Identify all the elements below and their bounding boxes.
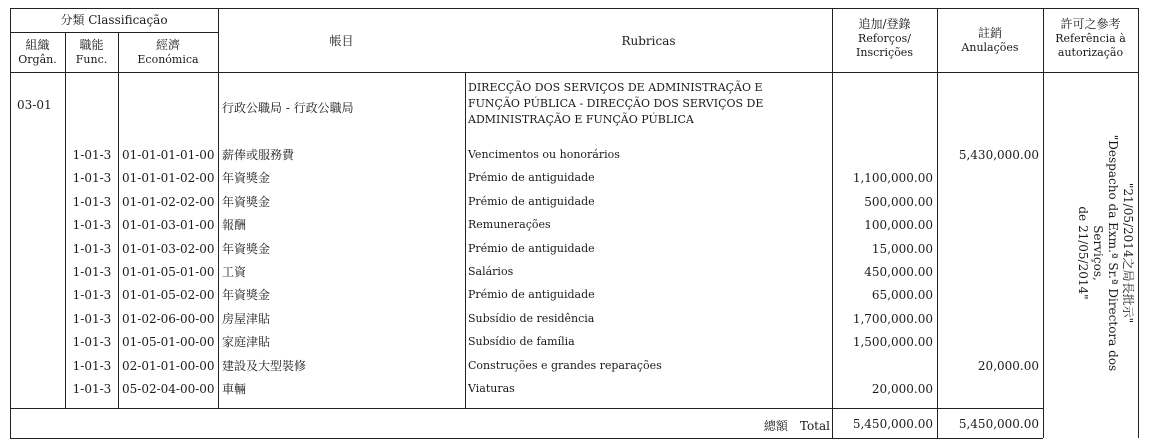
header-sub-divider (10, 32, 218, 33)
table-row (10, 238, 1138, 260)
header-divider (10, 72, 1138, 73)
cell-econ: 05-02-04-00-00 (122, 382, 215, 396)
cell-rubrica-zh: 年資獎金 (222, 288, 271, 303)
header-func-zh: 職能 (79, 38, 104, 52)
cell-func: 1-01-3 (72, 171, 112, 186)
table-row (10, 355, 1138, 377)
table-row (10, 144, 1138, 166)
header-ref-pt2: autorização (1057, 46, 1124, 59)
cell-rubrica-pt: Prémio de antiguidade (468, 288, 595, 302)
table-row (10, 331, 1138, 353)
cell-reforco: 1,100,000.00 (852, 171, 933, 186)
cell-rubrica-pt: Viaturas (468, 382, 515, 395)
cell-rubrica-pt: Salários (468, 265, 514, 278)
header-classificacao: 分類 Classificação (60, 13, 168, 27)
cell-rubrica-pt: Subsídio de residência (468, 311, 595, 325)
organ-name-pt-1: DIRECÇÃO DOS SERVIÇOS DE ADMINISTRAÇÃO E (468, 81, 763, 94)
cell-func: 1-01-3 (72, 148, 112, 162)
cell-econ: 01-01-03-02-00 (122, 241, 215, 256)
header-rubrica-zh: 帳目 (329, 34, 354, 48)
header-anul-zh: 註銷 (977, 26, 1002, 40)
table-row (10, 284, 1138, 306)
authorization-line-1: "21/05/2014之局長批示" (1121, 182, 1135, 324)
cell-rubrica-zh: 年資獎金 (222, 171, 271, 186)
cell-rubrica-zh: 年資獎金 (222, 241, 271, 256)
table-row (10, 167, 1138, 189)
cell-reforco: 1,500,000.00 (852, 335, 933, 350)
cell-econ: 01-01-03-01-00 (122, 218, 215, 233)
cell-rubrica-zh: 報酬 (222, 218, 247, 233)
table-row (10, 308, 1138, 330)
cell-anul: 5,430,000.00 (958, 148, 1039, 162)
organ-name-pt-3: ADMINISTRAÇÃO E FUNÇÃO PÚBLICA (468, 113, 694, 126)
authorization-line-2: "Despacho da Exm.ª Sr.ª Directora dos Serviços, (1091, 134, 1120, 372)
total-divider (10, 408, 1043, 409)
header-reforco-pt1: Reforços/ (858, 32, 911, 45)
cell-rubrica-pt: Subsídio de família (468, 335, 575, 349)
cell-func: 1-01-3 (72, 194, 112, 209)
organ-name-zh: 行政公職局 - 行政公職局 (222, 101, 354, 115)
cell-func: 1-01-3 (72, 311, 112, 326)
cell-func: 1-01-3 (72, 382, 112, 396)
cell-func: 1-01-3 (72, 335, 112, 350)
cell-rubrica-pt: Prémio de antiguidade (468, 171, 595, 185)
cell-rubrica-pt: Prémio de antiguidade (468, 194, 595, 208)
authorization-line-3: de 21/05/2014" (1076, 206, 1090, 300)
cell-func: 1-01-3 (72, 288, 112, 303)
cell-econ: 01-01-01-02-00 (122, 171, 215, 186)
cell-econ: 01-01-05-02-00 (122, 288, 215, 303)
cell-rubrica-zh: 建設及大型裝修 (222, 358, 307, 373)
table-row (10, 214, 1138, 236)
cell-rubrica-zh: 薪俸或服務費 (222, 148, 295, 162)
cell-rubrica-pt: Remunerações (468, 218, 551, 232)
total-anul: 5,450,000.00 (958, 417, 1039, 431)
header-econ-pt: Económica (137, 53, 199, 66)
total-label: 總額 Total (763, 419, 830, 433)
cell-reforco: 100,000.00 (864, 218, 933, 233)
header-ref-pt1: Referência à (1055, 32, 1126, 45)
cell-econ: 01-02-06-00-00 (122, 311, 215, 326)
total-reforco: 5,450,000.00 (852, 417, 933, 431)
header-ref-zh: 許可之參考 (1060, 17, 1121, 31)
header-rubrica-pt: Rubricas (621, 34, 676, 48)
cell-reforco: 15,000.00 (871, 241, 933, 256)
cell-rubrica-zh: 車輛 (222, 382, 247, 396)
header-organ-pt: Orgân. (18, 53, 57, 66)
cell-func: 1-01-3 (72, 358, 112, 373)
header-reforco-zh: 追加/登錄 (858, 17, 911, 31)
cell-rubrica-pt: Vencimentos ou honorários (468, 148, 620, 161)
cell-rubrica-zh: 家庭津貼 (222, 335, 271, 350)
cell-rubrica-zh: 工資 (222, 265, 247, 279)
cell-rubrica-pt: Construções e grandes reparações (468, 358, 662, 372)
table-row (10, 191, 1138, 213)
organ-name-pt-2: FUNÇÃO PÚBLICA - DIRECÇÃO DOS SERVIÇOS DE (468, 97, 764, 110)
header-func-pt: Func. (75, 53, 108, 66)
organ-code: 03-01 (17, 98, 52, 112)
cell-reforco: 20,000.00 (871, 382, 933, 396)
table-row (10, 261, 1138, 283)
header-anul-pt: Anulações (961, 41, 1019, 54)
header-reforco-pt2: Inscrições (856, 46, 913, 59)
cell-anul: 20,000.00 (977, 358, 1039, 373)
authorization-reference (1063, 118, 1135, 388)
border-top (10, 8, 1138, 9)
budget-table (10, 8, 1138, 438)
cell-func: 1-01-3 (72, 265, 112, 279)
cell-econ: 01-05-01-00-00 (122, 335, 215, 350)
cell-func: 1-01-3 (72, 218, 112, 233)
border-bottom (10, 438, 1043, 439)
header-organ-zh: 組織 (25, 38, 50, 52)
cell-econ: 02-01-01-00-00 (122, 358, 215, 373)
cell-econ: 01-01-05-01-00 (122, 265, 215, 279)
header-econ-zh: 經濟 (155, 38, 180, 52)
border-right (1138, 8, 1139, 438)
cell-rubrica-zh: 房屋津貼 (222, 311, 271, 326)
cell-reforco: 65,000.00 (871, 288, 933, 303)
cell-reforco: 500,000.00 (864, 194, 933, 209)
cell-rubrica-pt: Prémio de antiguidade (468, 241, 595, 255)
cell-econ: 01-01-01-01-00 (122, 148, 215, 162)
cell-func: 1-01-3 (72, 241, 112, 256)
cell-reforco: 450,000.00 (864, 265, 933, 279)
cell-econ: 01-01-02-02-00 (122, 194, 215, 209)
cell-rubrica-zh: 年資獎金 (222, 194, 271, 209)
cell-reforco: 1,700,000.00 (852, 311, 933, 326)
table-row (10, 378, 1138, 400)
